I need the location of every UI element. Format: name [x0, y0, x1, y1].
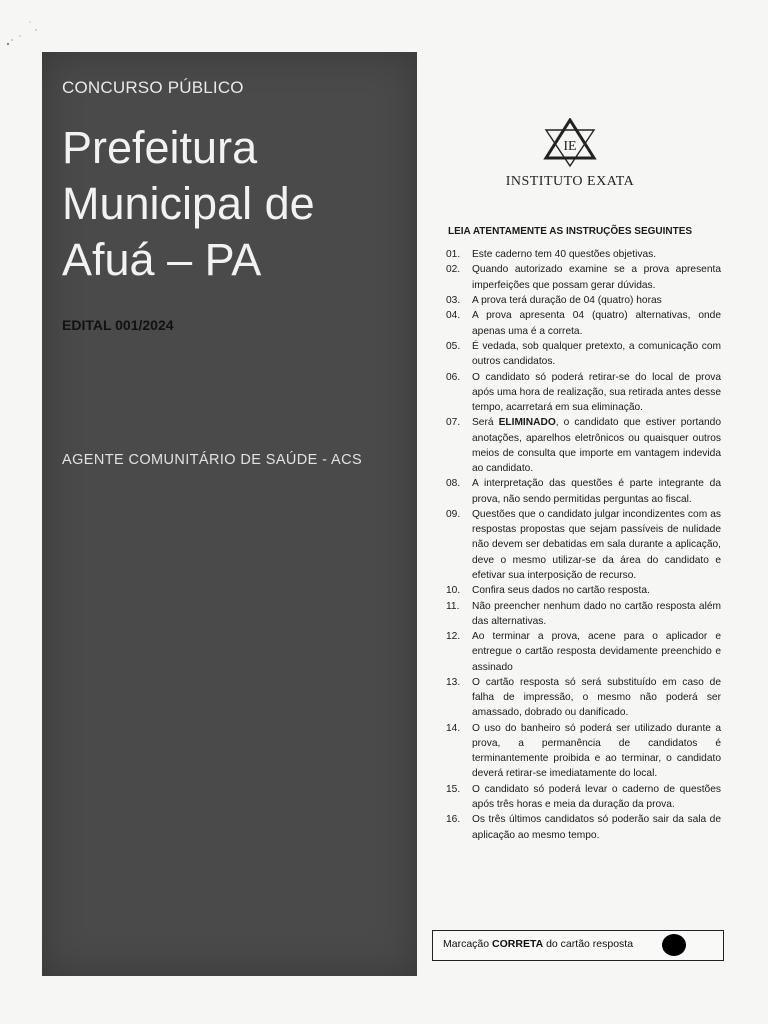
filled-bubble-icon — [662, 934, 686, 956]
item-number: 09. — [446, 508, 461, 520]
list-item — [446, 415, 721, 476]
item-number: 16. — [446, 814, 461, 826]
item-text: Os três últimos candidatos só poderão sair da sala de aplicação ao mesmo tempo. — [472, 814, 721, 841]
edital-number: EDITAL 001/2024 — [62, 317, 174, 333]
title-line: Afuá – PA — [62, 234, 262, 285]
item-text: A prova apresenta 04 (quatro) alternativas, onde apenas uma é a correta. — [472, 310, 721, 337]
item-text: O cartão resposta só será substituído em caso de falha de impressão, o mesmo não poderá ser amassado, dobrado ou danificado. — [472, 676, 721, 719]
item-text: Não preencher nenhum dado no cartão resposta além das alternativas. — [472, 600, 721, 627]
list-item — [446, 782, 721, 812]
item-text: O candidato só poderá retirar-se do local de prova após uma hora de realização, sua retirada antes desse tempo, acarretará em sua eliminação. — [472, 371, 721, 413]
list-item — [446, 476, 721, 506]
item-text: O uso do banheiro só poderá ser utilizado durante a prova, a permanência de candidatos é terminantemente proibida e ao terminar, o candidato deverá retirar-se imediatamente do local. — [472, 722, 721, 780]
instructions-list — [446, 247, 721, 843]
list-item — [446, 370, 721, 416]
answer-label-part: Marcação — [443, 938, 493, 950]
instructions-section — [446, 226, 721, 843]
item-number: 10. — [446, 585, 461, 597]
list-item — [446, 583, 721, 598]
item-number: 06. — [446, 371, 461, 383]
item-number: 02. — [446, 264, 461, 276]
item-number: 05. — [446, 340, 461, 352]
title-line: Prefeitura — [62, 122, 258, 173]
item-number: 04. — [446, 310, 461, 322]
item-number: 07. — [446, 417, 461, 429]
correct-emphasis: CORRETA — [492, 938, 544, 950]
cover-panel — [42, 52, 417, 976]
item-text: O candidato só poderá levar o caderno de questões após três horas e meia da duração da prova. — [472, 783, 721, 810]
item-text — [472, 415, 721, 476]
item-number: 15. — [446, 783, 461, 795]
item-text: A interpretação das questões é parte integrante da prova, não sendo permitidas perguntas ao fiscal. — [472, 478, 721, 505]
item-text: Questões que o candidato julgar incondizentes com as respostas propostas que sejam passíveis de nulidade não devem ser debatidas em sala durante a aplicação, deve o mesmo utilizar-se da área do candidato e efetivar sua interposição de recurso. — [472, 508, 721, 581]
item-number: 13. — [446, 676, 461, 688]
list-item — [446, 629, 721, 675]
item-text: É vedada, sob qualquer pretexto, a comunicação com outros candidatos. — [472, 340, 721, 368]
list-item — [446, 339, 721, 369]
institute-name: INSTITUTO EXATA — [505, 174, 635, 189]
list-item — [446, 262, 721, 292]
item-text: Este caderno tem 40 questões objetivas. — [472, 249, 657, 260]
scan-specks — [0, 0, 60, 60]
item-number: 11. — [446, 600, 460, 612]
item-text: Quando autorizado examine se a prova apresenta imperfeições que possam gerar dúvidas. — [472, 264, 721, 291]
cover-title — [62, 120, 315, 288]
answer-label-part: do cartão resposta — [543, 938, 634, 950]
star-of-david-icon — [542, 118, 598, 168]
logo-monogram: IE — [563, 139, 577, 154]
list-item — [446, 675, 721, 721]
list-item — [446, 293, 721, 308]
item-number: 01. — [446, 249, 461, 260]
list-item — [446, 599, 721, 629]
answer-mark-example — [432, 930, 724, 961]
item-text: Confira seus dados no cartão resposta. — [472, 585, 650, 597]
concurso-label: CONCURSO PÚBLICO — [62, 78, 244, 97]
instructions-heading: LEIA ATENTAMENTE AS INSTRUÇÕES SEGUINTES — [448, 226, 693, 237]
item-number: 08. — [446, 478, 461, 490]
list-item — [446, 812, 721, 842]
title-line: Municipal de — [62, 178, 315, 229]
answer-mark-label — [443, 938, 633, 950]
eliminated-emphasis: ELIMINADO — [498, 417, 556, 429]
job-title: AGENTE COMUNITÁRIO DE SAÚDE - ACS — [62, 452, 363, 468]
list-item — [446, 247, 721, 262]
item-text: Ao terminar a prova, acene para o aplicador e entregue o cartão resposta devidamente preenchido e assinado — [472, 631, 721, 673]
list-item — [446, 721, 721, 782]
list-item — [446, 507, 721, 583]
item-text: A prova terá duração de 04 (quatro) horas — [472, 294, 662, 306]
item-number: 12. — [446, 631, 461, 643]
list-item — [446, 308, 721, 338]
item-number: 03. — [446, 294, 461, 306]
item-number: 14. — [446, 722, 461, 734]
item-text-part: , o candidato que estiver portando anotações, aparelhos eletrônicos ou quaisquer outros meios de consulta que importe em vantagem indevida ao candidato. — [472, 417, 721, 474]
institute-logo — [495, 118, 645, 190]
item-text-part: Será — [472, 417, 499, 429]
